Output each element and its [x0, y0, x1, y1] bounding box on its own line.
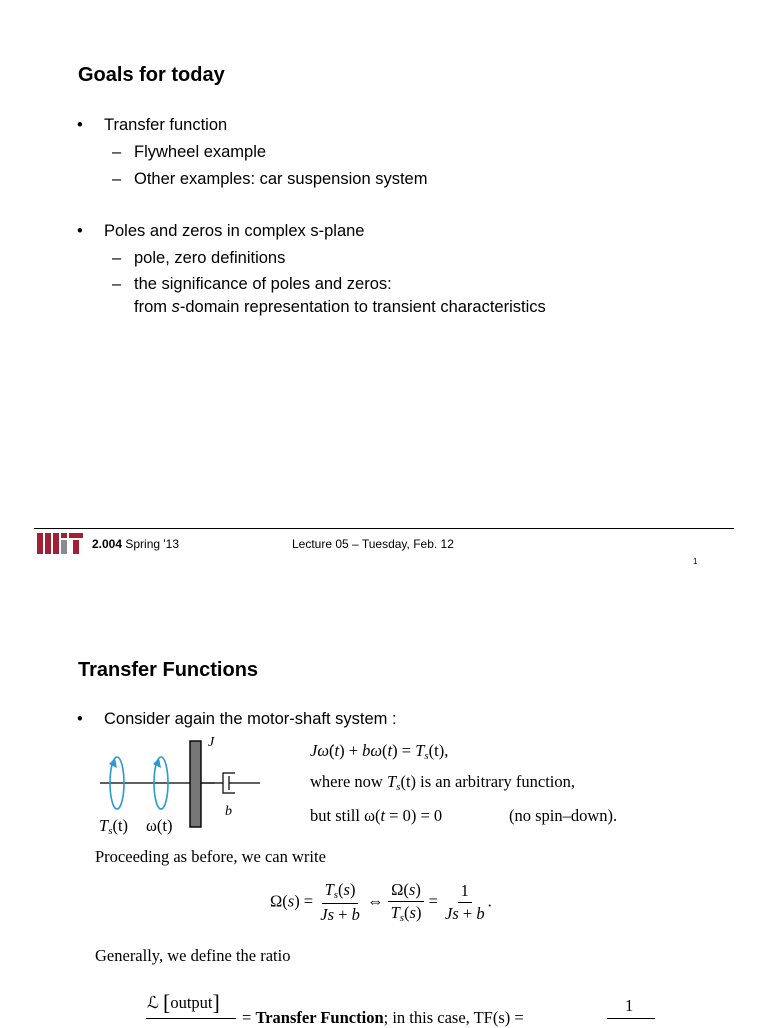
eq3-mid: = 0) = 0 — [385, 806, 443, 825]
course-number: 2.004 — [92, 537, 123, 551]
equation-line1: Jω̇(t) + $b\omega(t) = T_s(t)$, — [310, 741, 449, 762]
bullet-dot: • — [77, 116, 83, 134]
bullet-transfer-function — [77, 116, 228, 135]
fraction: $\frac{1}{Js + b}$ — [445, 881, 485, 923]
ts-arg: (t) — [112, 816, 129, 835]
eq2-pre: where now — [310, 772, 387, 791]
bullet-text: Poles and zeros in complex s-plane — [104, 222, 365, 240]
tf-bold: Transfer Function — [255, 1008, 384, 1027]
sub-bullet-definitions — [112, 249, 286, 268]
tf-one: 1 — [625, 996, 634, 1015]
label-J: J — [208, 735, 215, 750]
proceeding-text: Proceeding as before, we can write — [95, 847, 326, 866]
generally-text: Generally, we define the ratio — [95, 946, 291, 965]
bullet-text: Consider again the motor-shaft system : — [104, 710, 397, 728]
bullet-dot: • — [77, 222, 83, 240]
footer-course — [92, 537, 179, 551]
sub-bullet-text: the significance of poles and zeros: — [134, 275, 392, 293]
output-label: output — [170, 993, 213, 1012]
page-number: 1 — [693, 557, 698, 566]
bullet-motor-shaft — [77, 710, 397, 729]
eq1-rhs: (t), — [428, 741, 449, 760]
sub-bullet-text: Flywheel example — [134, 143, 267, 161]
continuation-rest: -domain representation to transient characteristics — [179, 298, 546, 316]
flywheel-disk — [190, 741, 201, 827]
mit-logo-icon — [37, 533, 83, 554]
continuation-prefix: from — [134, 298, 172, 316]
sub-bullet-text: pole, zero definitions — [134, 249, 286, 267]
laplace-output: ℒ [output] — [147, 990, 220, 1015]
sub-bullet-continuation — [134, 298, 546, 317]
dash: – — [112, 143, 122, 161]
bullet-poles-zeros — [77, 222, 365, 241]
tf-equation: Ω(s) = $\frac{T_s(s)}{Js + b}$ ⇔ $\frac{\Omega(s)}{T_s(s)}$ = $\frac{1}{Js + b}$ . — [270, 880, 492, 925]
label-omega: ω(t) — [146, 816, 173, 835]
sub-bullet-text: Other examples: car suspension system — [134, 170, 428, 188]
footer-rule — [34, 528, 734, 529]
sub-bullet-other-examples — [112, 170, 428, 189]
dash: – — [112, 249, 122, 267]
tf-fraction-bar — [607, 1018, 655, 1019]
tf-rest: ; in this case, TF(s) = — [383, 1008, 524, 1027]
bullet-dot: • — [77, 710, 83, 728]
tf-definition: = Transfer Function; in this case, TF(s) = — [242, 1008, 524, 1027]
label-Ts — [99, 816, 128, 837]
footer-lecture: Lecture 05 – Tuesday, Feb. 12 — [292, 537, 454, 551]
dash: – — [112, 170, 122, 188]
fraction: $\frac{\Omega(s)}{T_s(s)}$ — [388, 880, 425, 925]
label-b: b — [225, 804, 232, 819]
eq3-pre: but still ω( — [310, 806, 381, 825]
omega-arrowhead — [153, 758, 161, 768]
slide2-title: Transfer Functions — [78, 659, 259, 681]
laplace-fraction-bar — [146, 1018, 236, 1019]
eq2-post: (t) is an arbitrary function, — [400, 772, 576, 791]
sub-bullet-significance — [112, 275, 392, 294]
dash: – — [112, 275, 122, 293]
ts-sub: s — [108, 825, 113, 837]
equation-note: (no spin–down). — [509, 806, 618, 825]
equation-line3: but still ω(t = 0) = 0 — [310, 806, 443, 825]
bullet-text: Transfer function — [104, 116, 228, 134]
mit-logo — [37, 533, 83, 554]
course-term: Spring '13 — [122, 537, 180, 551]
ts-symbol: T — [99, 816, 109, 835]
equation-line2: where now $T_s(t)$ is an arbitrary function, — [310, 772, 576, 793]
fraction: $\frac{T_s(s)}{Js + b}$ — [320, 880, 360, 925]
continuation-italic-s: s — [171, 298, 180, 316]
sub-bullet-flywheel — [112, 143, 267, 162]
torque-arrowhead — [109, 758, 117, 768]
slide1-title: Goals for today — [78, 64, 225, 86]
